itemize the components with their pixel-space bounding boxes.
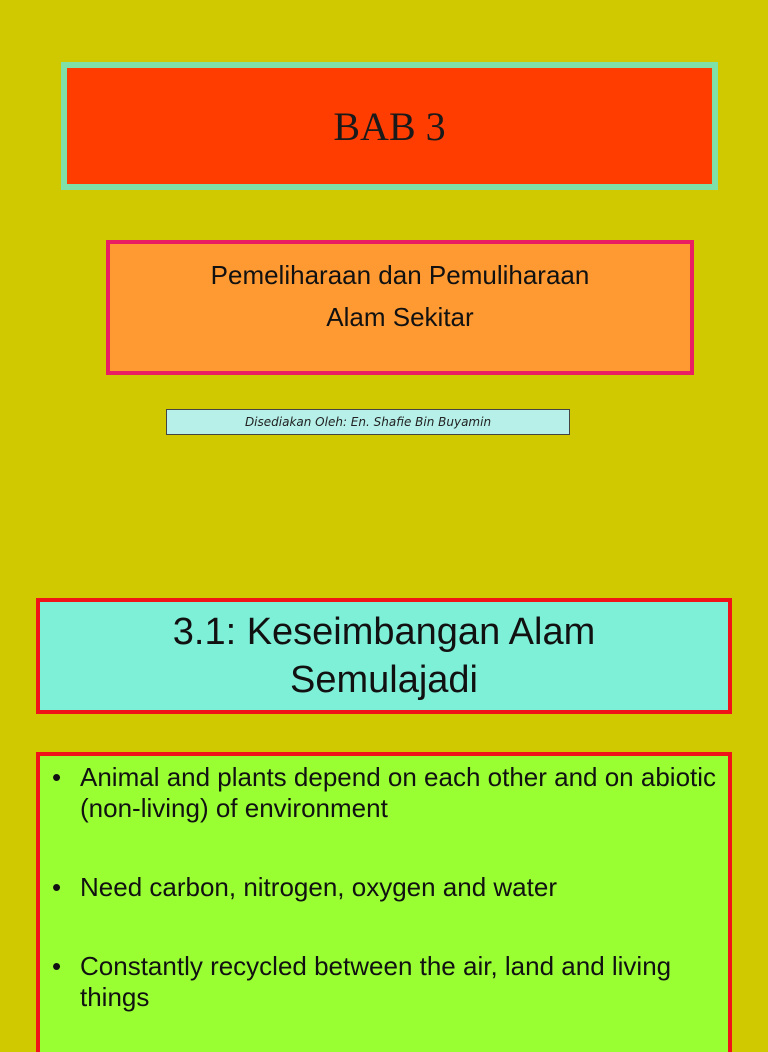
subtitle-line-1: Pemeliharaan dan Pemuliharaan <box>210 260 590 290</box>
subtitle-box <box>106 240 694 375</box>
chapter-title: BAB 3 <box>333 103 446 149</box>
bullet-item: • Constantly recycled between the air, land and living things <box>48 951 718 1013</box>
author-box <box>166 409 570 435</box>
author-credit: Disediakan Oleh: En. Shafie Bin Buyamin <box>244 415 492 429</box>
bullet-box <box>36 752 732 1052</box>
slide-2 <box>0 512 768 1024</box>
section-heading-box <box>36 598 732 714</box>
chapter-title-box <box>61 62 718 190</box>
section-heading-line-1: 3.1: Keseimbangan Alam <box>172 611 596 653</box>
bullet-item: • Animal and plants depend on each other and on abiotic (non-living) of environment <box>48 762 718 824</box>
slide-1 <box>0 0 768 512</box>
section-heading-line-2: Semulajadi <box>290 659 478 701</box>
subtitle-line-2: Alam Sekitar <box>326 302 474 332</box>
bullet-list <box>48 762 718 1013</box>
bullet-item: • Need carbon, nitrogen, oxygen and water <box>48 872 718 903</box>
